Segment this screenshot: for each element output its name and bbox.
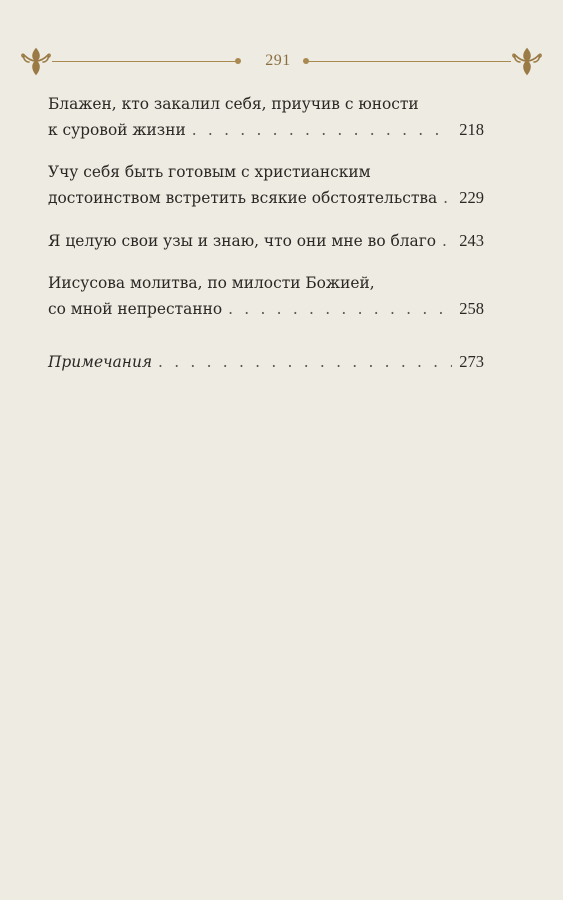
fleur-ornament-icon [18,44,54,80]
toc-entry-title: Примечания [48,353,153,371]
header-rule-right [306,61,511,62]
dot-leader [158,350,452,375]
toc-entry[interactable] [48,271,484,322]
toc-entry-title: Блажен, кто закалил себя, приучив с юности [48,95,419,113]
dot-leader [192,118,452,143]
toc-entry-title: Учу себя быть готовым с христианским [48,163,371,181]
page-header [18,44,545,80]
fleur-ornament-icon [509,44,545,80]
toc-entry-title: Я целую свои узы и знаю, что они мне во благо [48,232,437,250]
dot-leader [228,297,452,322]
toc-entry-title: достоинством встретить всякие обстоятельства [48,189,438,207]
toc-entry-line [48,117,484,143]
page-number: 291 [265,52,291,69]
header-rule-left [52,61,238,62]
toc-entry-notes[interactable] [48,349,484,375]
toc-entry-title: со мной непрестанно [48,300,223,318]
toc-entry-line [48,296,484,322]
toc-entry-title: Иисусова молитва, по милости Божией, [48,274,375,292]
toc-entry-page: 273 [459,352,484,371]
toc-entry-line [48,349,484,375]
toc-entry[interactable] [48,160,484,211]
toc-entry-line [48,228,484,254]
toc-entry-page: 218 [459,120,484,139]
dot-leader [442,229,452,254]
header-dot-left [235,58,241,64]
toc-entry-page: 243 [459,231,484,250]
toc-entry-title: к суровой жизни [48,121,186,139]
dot-leader [443,186,452,211]
toc-entry[interactable] [48,228,484,254]
toc-entry-line [48,160,484,185]
toc-entry-line [48,92,484,117]
toc-entry-page: 258 [459,299,484,318]
toc-entry-line [48,271,484,296]
toc-entry[interactable] [48,92,484,143]
toc-entry-page: 229 [459,188,484,207]
toc-entry-line [48,185,484,211]
table-of-contents [48,92,484,375]
